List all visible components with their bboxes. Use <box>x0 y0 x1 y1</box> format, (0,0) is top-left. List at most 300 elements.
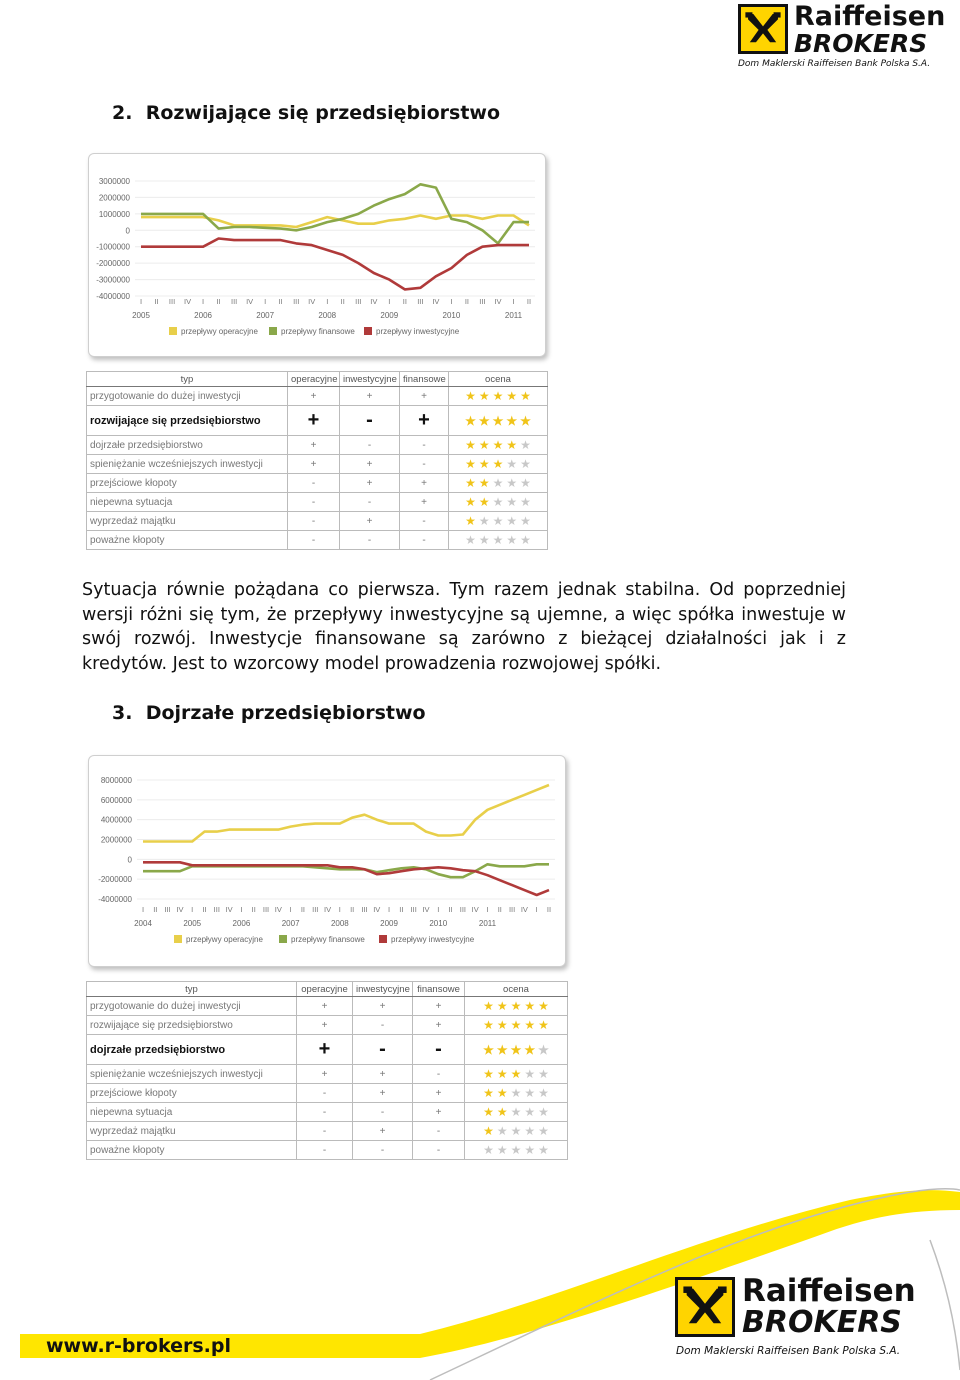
star-icon: ★ <box>538 999 549 1013</box>
star-icon: ★ <box>538 1124 549 1138</box>
x-quarter-label: IV <box>494 297 502 306</box>
x-quarter-label: I <box>141 905 145 914</box>
x-quarter-label: IV <box>184 297 192 306</box>
x-quarter-label: I <box>388 297 391 306</box>
table-row <box>87 1122 568 1141</box>
sign-cell: - <box>400 531 449 550</box>
x-quarter-label: IV <box>246 297 254 306</box>
sign-cell: - <box>288 531 340 550</box>
rating-cell <box>449 455 548 474</box>
legend-label: przepływy operacyjne <box>181 327 258 336</box>
column-header: operacyjne <box>288 372 340 387</box>
star-icon: ★ <box>524 1124 536 1138</box>
x-year-label: 2006 <box>194 311 212 320</box>
x-quarter-label: III <box>508 905 516 914</box>
sign-cell: + <box>340 474 400 493</box>
sign-cell: - <box>413 1035 465 1065</box>
x-quarter-label: I <box>139 297 143 306</box>
rating-cell <box>465 1016 568 1035</box>
legend-swatch <box>169 327 177 335</box>
chart-1-svg <box>89 154 545 356</box>
row-type-label: przygotowanie do dużej inwestycji <box>87 997 297 1016</box>
column-header: typ <box>87 982 297 997</box>
legend-label: przepływy inwestycyjne <box>376 327 460 336</box>
y-tick-label: 1000000 <box>98 209 130 219</box>
sign-cell: + <box>353 1065 413 1084</box>
y-tick-label: 4000000 <box>100 815 132 825</box>
star-icon: ★ <box>465 495 476 509</box>
x-quarter-label: II <box>300 905 306 914</box>
x-quarter-label: III <box>410 905 417 914</box>
sign-cell: + <box>413 1103 465 1122</box>
sign-cell: + <box>288 406 340 436</box>
x-quarter-label: I <box>535 905 538 914</box>
rating-table-2 <box>86 981 568 1160</box>
star-icon: ★ <box>492 389 504 403</box>
x-quarter-label: I <box>202 297 205 306</box>
rating-cell <box>449 531 548 550</box>
x-quarter-label: I <box>437 905 440 914</box>
column-header: inwestycyjne <box>353 982 413 997</box>
x-quarter-label: I <box>388 905 391 914</box>
x-quarter-label: II <box>399 905 404 914</box>
column-header: ocena <box>449 372 548 387</box>
sign-cell: - <box>400 455 449 474</box>
raiffeisen-emblem-icon <box>675 1277 735 1337</box>
section-3-heading: 3. Dojrzałe przedsiębiorstwo <box>112 702 426 724</box>
sign-cell: - <box>353 1035 413 1065</box>
row-type-label: dojrzałe przedsiębiorstwo <box>87 1035 297 1065</box>
star-icon: ★ <box>538 1018 549 1032</box>
row-type-label: spieniężanie wcześniejszych inwestycji <box>87 455 288 474</box>
raiffeisen-emblem-icon <box>738 4 788 54</box>
x-quarter-label: II <box>154 297 159 306</box>
star-icon: ★ <box>538 1105 549 1119</box>
x-quarter-label: III <box>230 297 238 306</box>
star-icon: ★ <box>496 1086 508 1100</box>
sign-cell: - <box>413 1141 465 1160</box>
x-quarter-label: I <box>191 905 194 914</box>
sign-cell: + <box>297 1035 353 1065</box>
footer-logo-name-line2: BROKERS <box>742 1305 902 1340</box>
star-icon: ★ <box>483 1143 494 1157</box>
star-icon: ★ <box>510 1105 522 1119</box>
table-row <box>87 1084 568 1103</box>
x-year-label: 2008 <box>330 919 349 928</box>
x-quarter-label: II <box>251 905 256 914</box>
sign-cell: - <box>340 493 400 512</box>
x-year-label: 2005 <box>183 919 202 928</box>
star-icon: ★ <box>524 1042 536 1057</box>
star-icon: ★ <box>496 1042 508 1057</box>
rating-cell <box>449 387 548 406</box>
sign-cell: - <box>288 493 340 512</box>
star-icon: ★ <box>465 438 476 452</box>
row-type-label: wyprzedaż majątku <box>87 512 288 531</box>
star-icon: ★ <box>506 438 518 452</box>
body-paragraph: Sytuacja równie pożądana co pierwsza. Tym razem jednak stabilna. Od poprzedniej wersji różni się tym, że przepływy inwestycyjne są ujemne, a więc spółka inwestuje w swój rozwój. Inwestycje finansowane są zarówno z bieżącej działalności jak i z kredytów. Jest to wzorcowy model prowadzenia rozwojowej spółki. <box>82 580 846 674</box>
table-row <box>87 1065 568 1084</box>
sign-cell: + <box>400 493 449 512</box>
x-quarter-label: I <box>326 297 329 306</box>
row-type-label: przygotowanie do dużej inwestycji <box>87 387 288 406</box>
rating-cell <box>449 474 548 493</box>
legend-swatch <box>269 327 277 335</box>
star-icon: ★ <box>506 495 518 509</box>
sign-cell: + <box>413 1016 465 1035</box>
sign-cell: - <box>413 1065 465 1084</box>
rating-cell <box>449 436 548 455</box>
star-icon: ★ <box>465 476 476 490</box>
star-icon: ★ <box>465 533 476 547</box>
sign-cell: + <box>297 1065 353 1084</box>
sign-cell: - <box>413 1122 465 1141</box>
x-year-label: 2007 <box>256 311 275 320</box>
table-header-row <box>87 982 568 997</box>
sign-cell: - <box>340 436 400 455</box>
x-quarter-label: IV <box>520 905 528 914</box>
sign-cell: + <box>400 387 449 406</box>
star-icon: ★ <box>492 533 504 547</box>
table-row <box>87 512 548 531</box>
x-quarter-label: III <box>164 905 171 914</box>
x-year-label: 2011 <box>504 311 523 320</box>
logo-name-line1: Raiffeisen <box>794 1 946 32</box>
star-icon: ★ <box>524 1067 536 1081</box>
star-icon: ★ <box>524 1105 536 1119</box>
x-quarter-label: II <box>216 297 221 306</box>
row-type-label: dojrzałe przedsiębiorstwo <box>87 436 288 455</box>
star-icon: ★ <box>524 999 536 1013</box>
x-year-label: 2009 <box>380 311 399 320</box>
column-header: finansowe <box>413 982 465 997</box>
star-icon: ★ <box>483 1018 494 1032</box>
star-icon: ★ <box>538 1143 549 1157</box>
star-icon: ★ <box>510 1086 522 1100</box>
y-tick-label: 2000000 <box>100 835 132 845</box>
star-icon: ★ <box>465 457 476 471</box>
x-quarter-label: III <box>262 905 270 914</box>
x-year-label: 2010 <box>442 311 461 320</box>
sign-cell: + <box>400 406 449 436</box>
row-type-label: rozwijające się przedsiębiorstwo <box>87 406 288 436</box>
rating-cell <box>465 1141 568 1160</box>
star-icon: ★ <box>496 1067 508 1081</box>
legend-swatch <box>379 935 387 943</box>
x-quarter-label: III <box>417 297 424 306</box>
y-tick-label: 3000000 <box>98 177 130 186</box>
legend-swatch <box>364 327 372 335</box>
star-icon: ★ <box>510 1042 522 1057</box>
x-quarter-label: IV <box>370 297 378 306</box>
x-quarter-label: IV <box>308 297 316 306</box>
y-tick-label: -4000000 <box>96 292 130 301</box>
star-icon: ★ <box>520 476 531 490</box>
rating-cell <box>465 1065 568 1084</box>
sign-cell: - <box>353 1103 413 1122</box>
row-type-label: przejściowe kłopoty <box>87 1084 297 1103</box>
x-quarter-label: IV <box>471 905 479 914</box>
star-icon: ★ <box>483 999 494 1013</box>
rating-cell <box>465 1084 568 1103</box>
x-quarter-label: IV <box>176 905 184 914</box>
column-header: inwestycyjne <box>340 372 400 387</box>
y-tick-label: 2000000 <box>98 193 130 203</box>
rating-cell <box>465 1122 568 1141</box>
sign-cell: + <box>288 387 340 406</box>
table-row <box>87 474 548 493</box>
section-2-heading: 2. Rozwijające się przedsiębiorstwo <box>112 102 501 124</box>
star-icon: ★ <box>520 533 531 547</box>
x-quarter-label: III <box>293 297 300 306</box>
sign-cell: + <box>297 1016 353 1035</box>
x-year-label: 2010 <box>429 919 448 928</box>
x-quarter-label: II <box>350 905 355 914</box>
star-icon: ★ <box>492 476 504 490</box>
y-tick-label: -4000000 <box>98 895 132 904</box>
star-icon: ★ <box>520 438 531 452</box>
x-quarter-label: II <box>546 905 552 914</box>
star-icon: ★ <box>496 1143 508 1157</box>
star-icon: ★ <box>524 1018 536 1032</box>
sign-cell: + <box>353 997 413 1016</box>
y-tick-label: -1000000 <box>96 242 130 252</box>
rating-cell <box>465 1103 568 1122</box>
star-icon: ★ <box>492 514 504 528</box>
star-icon: ★ <box>506 457 518 471</box>
table-row <box>87 1035 568 1065</box>
star-icon: ★ <box>483 1067 494 1081</box>
star-icon: ★ <box>483 1042 494 1057</box>
column-header: typ <box>87 372 288 387</box>
row-type-label: niepewna sytuacja <box>87 493 288 512</box>
star-icon: ★ <box>496 1105 508 1119</box>
y-tick-label: 0 <box>125 226 130 236</box>
x-quarter-label: III <box>459 905 467 914</box>
table-header-row <box>87 372 548 387</box>
legend-swatch <box>279 935 287 943</box>
x-quarter-label: II <box>153 905 158 914</box>
sign-cell: - <box>288 474 340 493</box>
star-icon: ★ <box>506 514 518 528</box>
x-quarter-label: III <box>213 905 220 914</box>
star-icon: ★ <box>520 413 531 428</box>
rating-cell <box>449 406 548 436</box>
star-icon: ★ <box>492 438 504 452</box>
sign-cell: - <box>400 512 449 531</box>
rating-cell <box>465 997 568 1016</box>
table-row <box>87 406 548 436</box>
star-icon: ★ <box>478 476 490 490</box>
x-quarter-label: I <box>512 297 515 306</box>
sign-cell: + <box>353 1122 413 1141</box>
y-tick-label: 0 <box>127 855 132 865</box>
star-icon: ★ <box>524 1086 536 1100</box>
y-tick-label: -2000000 <box>96 259 130 269</box>
x-quarter-label: I <box>486 905 489 914</box>
star-icon: ★ <box>520 389 531 403</box>
table-row <box>87 997 568 1016</box>
sign-cell: - <box>400 436 449 455</box>
star-icon: ★ <box>478 495 490 509</box>
row-type-label: rozwijające się przedsiębiorstwo <box>87 1016 297 1035</box>
table-row <box>87 455 548 474</box>
x-quarter-label: I <box>289 905 292 914</box>
chart-2-svg <box>89 756 565 966</box>
x-year-label: 2004 <box>134 919 152 928</box>
sign-cell: - <box>353 1141 413 1160</box>
sign-cell: - <box>297 1141 353 1160</box>
x-quarter-label: II <box>402 297 407 306</box>
sign-cell: - <box>288 512 340 531</box>
legend-label: przepływy finansowe <box>281 327 355 336</box>
x-quarter-label: I <box>240 905 243 914</box>
x-quarter-label: I <box>338 905 341 914</box>
footer-logo-name-line1: Raiffeisen <box>742 1273 916 1309</box>
x-quarter-label: IV <box>323 905 332 914</box>
sign-cell: - <box>340 531 400 550</box>
rating-cell <box>465 1035 568 1065</box>
table-row <box>87 531 548 550</box>
sign-cell: - <box>297 1122 353 1141</box>
footer-logo-subtitle: Dom Maklerski Raiffeisen Bank Polska S.A. <box>676 1345 901 1357</box>
rating-cell <box>449 493 548 512</box>
x-quarter-label: IV <box>432 297 440 306</box>
sign-cell: + <box>413 1084 465 1103</box>
table-row <box>87 387 548 406</box>
x-quarter-label: I <box>450 297 453 306</box>
x-year-label: 2005 <box>132 311 150 320</box>
sign-cell: - <box>353 1016 413 1035</box>
star-icon: ★ <box>538 1067 549 1081</box>
legend-swatch <box>174 935 182 943</box>
column-header: operacyjne <box>297 982 353 997</box>
y-tick-label: 8000000 <box>100 776 132 785</box>
star-icon: ★ <box>492 413 504 428</box>
star-icon: ★ <box>483 1086 494 1100</box>
sign-cell: + <box>297 997 353 1016</box>
table-row <box>87 1141 568 1160</box>
x-quarter-label: III <box>479 297 486 306</box>
x-quarter-label: II <box>340 297 345 306</box>
star-icon: ★ <box>478 514 490 528</box>
x-year-label: 2007 <box>281 919 300 928</box>
row-type-label: przejściowe kłopoty <box>87 474 288 493</box>
row-type-label: spieniężanie wcześniejszych inwestycji <box>87 1065 297 1084</box>
x-quarter-label: IV <box>274 905 282 914</box>
star-icon: ★ <box>506 413 518 428</box>
table-row <box>87 1016 568 1035</box>
star-icon: ★ <box>465 514 476 528</box>
star-icon: ★ <box>538 1042 549 1057</box>
star-icon: ★ <box>492 457 504 471</box>
footer-website-link[interactable]: www.r-brokers.pl <box>46 1335 231 1357</box>
sign-cell: + <box>288 436 340 455</box>
y-tick-label: -3000000 <box>96 275 130 285</box>
star-icon: ★ <box>483 1105 494 1119</box>
legend-label: przepływy inwestycyjne <box>391 935 475 944</box>
star-icon: ★ <box>510 1018 522 1032</box>
row-type-label: poważne kłopoty <box>87 531 288 550</box>
x-quarter-label: III <box>312 905 319 914</box>
sign-cell: - <box>340 406 400 436</box>
column-header: ocena <box>465 982 568 997</box>
x-quarter-label: II <box>202 905 207 914</box>
series-line-1 <box>143 785 549 842</box>
x-quarter-label: III <box>361 905 368 914</box>
x-year-label: 2011 <box>478 919 497 928</box>
sign-cell: - <box>297 1103 353 1122</box>
star-icon: ★ <box>496 999 508 1013</box>
x-quarter-label: II <box>278 297 283 306</box>
x-quarter-label: III <box>168 297 176 306</box>
star-icon: ★ <box>465 389 476 403</box>
star-icon: ★ <box>510 1143 522 1157</box>
cashflow-chart-2 <box>88 755 566 967</box>
row-type-label: wyprzedaż majątku <box>87 1122 297 1141</box>
sign-cell: + <box>340 455 400 474</box>
x-quarter-label: IV <box>225 905 233 914</box>
star-icon: ★ <box>510 1124 522 1138</box>
legend-label: przepływy finansowe <box>291 935 365 944</box>
sign-cell: + <box>340 387 400 406</box>
row-type-label: poważne kłopoty <box>87 1141 297 1160</box>
x-quarter-label: I <box>264 297 267 306</box>
cashflow-chart-1 <box>88 153 546 357</box>
star-icon: ★ <box>510 999 522 1013</box>
star-icon: ★ <box>478 457 490 471</box>
table-row <box>87 436 548 455</box>
sign-cell: - <box>297 1084 353 1103</box>
star-icon: ★ <box>510 1067 522 1081</box>
x-quarter-label: III <box>355 297 362 306</box>
star-icon: ★ <box>520 457 531 471</box>
rating-table-1 <box>86 371 548 550</box>
sign-cell: + <box>400 474 449 493</box>
y-tick-label: 6000000 <box>100 795 132 805</box>
x-quarter-label: II <box>464 297 470 306</box>
star-icon: ★ <box>520 514 531 528</box>
star-icon: ★ <box>506 389 518 403</box>
sign-cell: + <box>353 1084 413 1103</box>
x-quarter-label: II <box>448 905 453 914</box>
table-row <box>87 1103 568 1122</box>
rating-cell <box>449 512 548 531</box>
table-row <box>87 493 548 512</box>
x-quarter-label: IV <box>422 905 430 914</box>
x-quarter-label: II <box>497 905 502 914</box>
star-icon: ★ <box>524 1143 536 1157</box>
y-tick-label: -2000000 <box>98 875 132 885</box>
star-icon: ★ <box>492 495 504 509</box>
x-quarter-label: IV <box>373 905 381 914</box>
star-icon: ★ <box>496 1018 508 1032</box>
row-type-label: niepewna sytuacja <box>87 1103 297 1122</box>
star-icon: ★ <box>478 389 490 403</box>
sign-cell: + <box>413 997 465 1016</box>
sign-cell: + <box>340 512 400 531</box>
legend-label: przepływy operacyjne <box>186 935 263 944</box>
star-icon: ★ <box>483 1124 494 1138</box>
star-icon: ★ <box>465 413 476 428</box>
star-icon: ★ <box>506 533 518 547</box>
x-year-label: 2009 <box>380 919 398 928</box>
column-header: finansowe <box>400 372 449 387</box>
star-icon: ★ <box>478 533 490 547</box>
x-year-label: 2006 <box>232 919 251 928</box>
star-icon: ★ <box>478 438 490 452</box>
x-year-label: 2008 <box>318 311 337 320</box>
